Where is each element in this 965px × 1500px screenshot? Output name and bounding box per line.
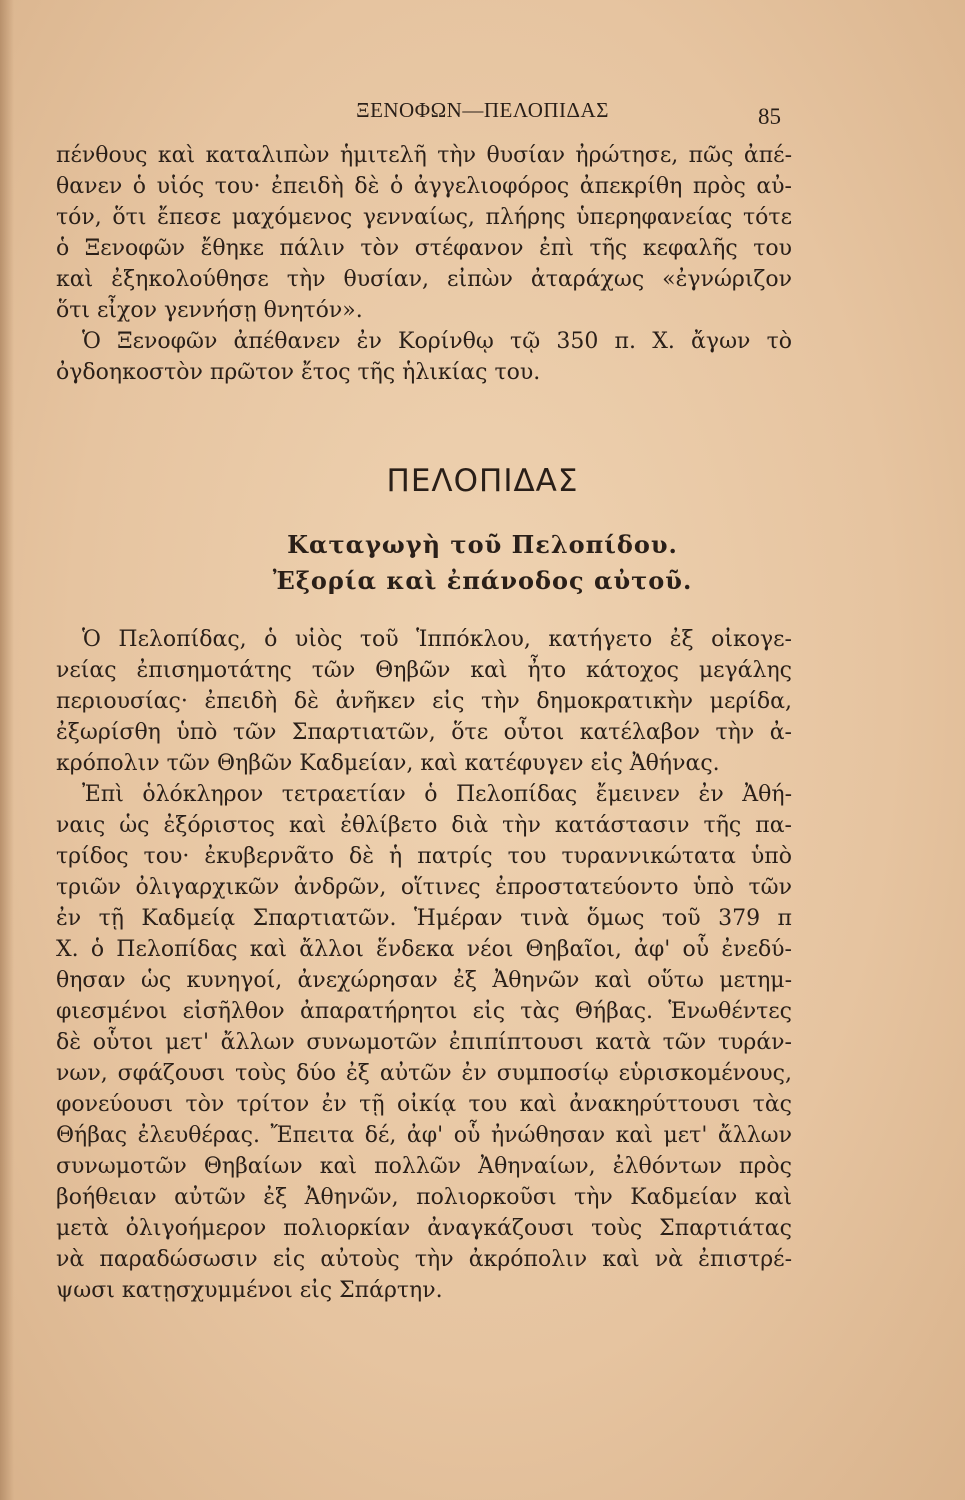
text-line: ψωσι κατῃσχυμμένοι εἰς Σπάρτην. (56, 1278, 443, 1303)
text-line: μετὰ ὀλιγοήμερον πολιορκίαν ἀναγκάζουσι τοὺς Σπαρτιάτας (56, 1216, 792, 1241)
text-line: κρόπολιν τῶν Θηβῶν Καδμείαν, καὶ κατέφυγεν εἰς Ἀθήνας. (56, 751, 720, 776)
text-line: νείας ἐπισημοτάτης τῶν Θηβῶν καὶ ἦτο κάτοχος μεγάλης (56, 658, 792, 683)
text-line: ὀγδοηκοστὸν πρῶτον ἔτος τῆς ἡλικίας του. (56, 360, 541, 385)
text-line: ὁ Ξενοφῶν ἔθηκε πάλιν τὸν στέφανον ἐπὶ τῆς κεφαλῆς του (56, 236, 792, 261)
text-line: καὶ ἐξηκολούθησε τὴν θυσίαν, εἰπὼν ἀταράχως «ἐγνώριζον (56, 267, 792, 292)
text-line: τριῶν ὀλιγαρχικῶν ἀνδρῶν, οἵτινες ἐπροστατεύοντο ὑπὸ τῶν (56, 875, 792, 900)
text-line: φιεσμένοι εἰσῆλθον ἀπαρατήρητοι εἰς τὰς Θήβας. Ἑνωθέντες (56, 999, 792, 1024)
top-paragraph (56, 140, 792, 326)
text-line: ἐν τῇ Καδμείᾳ Σπαρτιατῶν. Ἡμέραν τινὰ ὅμως τοῦ 379 π (56, 906, 792, 931)
section-title: ΠΕΛΟΠΙΔΑΣ (386, 463, 579, 499)
text-line: δὲ οὗτοι μετ' ἄλλων συνωμοτῶν ἐπιπίπτουσι κατὰ τῶν τυράν- (56, 1030, 792, 1055)
text-line: πένθους καὶ καταλιπὼν ἡμιτελῆ τὴν θυσίαν ἠρώτησε, πῶς ἀπέ- (56, 143, 792, 168)
text-line: Ὁ Πελοπίδας, ὁ υἱὸς τοῦ Ἱππόκλου, κατήγετο ἐξ οἰκογε- (82, 627, 792, 652)
page-gutter-shadow (0, 0, 14, 1500)
text-line: φονεύουσι τὸν τρίτον ἐν τῇ οἰκίᾳ του καὶ ἀνακηρύττουσι τὰς (56, 1092, 792, 1117)
text-line: βοήθειαν αὐτῶν ἐξ Ἀθηνῶν, πολιορκοῦσι τὴν Καδμείαν καὶ (56, 1185, 792, 1210)
text-line: τρίδος του· ἐκυβερνᾶτο δὲ ἡ πατρίς του τυραννικώτατα ὑπὸ (56, 844, 792, 869)
text-line: συνωμοτῶν Θηβαίων καὶ πολλῶν Ἀθηναίων, ἐλθόντων πρὸς (56, 1154, 792, 1179)
text-line: τόν, ὅτι ἔπεσε μαχόμενος γενναίως, πλήρης ὑπερηφανείας τότε (56, 205, 792, 230)
subheading-exile: Ἐξορία καὶ ἐπάνοδος αὐτοῦ. (272, 566, 693, 595)
text-line: ὅτι εἶχον γεννήσῃ θνητόν». (56, 298, 363, 323)
text-line: περιουσίας· ἐπειδὴ δὲ ἀνῆκεν εἰς τὴν δημοκρατικὴν μερίδα, (56, 689, 792, 714)
text-line: Θήβας ἐλευθέρας. Ἔπειτα δέ, ἀφ' οὗ ἠνώθησαν καὶ μετ' ἄλλων (56, 1123, 792, 1148)
text-line: ναις ὡς ἐξόριστος καὶ ἐθλίβετο διὰ τὴν κατάστασιν τῆς πα- (56, 813, 792, 838)
subheading-origin: Καταγωγὴ τοῦ Πελοπίδου. (287, 530, 678, 559)
running-head: ΞΕΝΟΦΩΝ—ΠΕΛΟΠΙΔΑΣ (356, 98, 609, 122)
body-paragraph-1 (56, 624, 792, 779)
text-line: νων, σφάζουσι τοὺς δύο ἐξ αὐτῶν ἐν συμποσίῳ εὑρισκομένους, (56, 1061, 792, 1086)
text-line: θησαν ὡς κυνηγοί, ἀνεχώρησαν ἐξ Ἀθηνῶν καὶ οὕτω μετημ- (56, 968, 792, 993)
text-line: θανεν ὁ υἱός του· ἐπειδὴ δὲ ὁ ἀγγελιοφόρος ἀπεκρίθη πρὸς αὐ- (56, 174, 792, 199)
text-line: νὰ παραδώσωσιν εἰς αὐτοὺς τὴν ἀκρόπολιν καὶ νὰ ἐπιστρέ- (56, 1247, 792, 1272)
text-line: Χ. ὁ Πελοπίδας καὶ ἄλλοι ἕνδεκα νέοι Θηβαῖοι, ἀφ' οὗ ἐνεδύ- (56, 937, 792, 962)
text-line: ἐξωρίσθη ὑπὸ τῶν Σπαρτιατῶν, ὅτε οὗτοι κατέλαβον τὴν ἀ- (56, 720, 792, 745)
text-line: Ὁ Ξενοφῶν ἀπέθανεν ἐν Κορίνθῳ τῷ 350 π. Χ. ἄγων τὸ (82, 329, 792, 354)
page-number: 85 (758, 104, 781, 129)
text-line: Ἐπὶ ὁλόκληρον τετραετίαν ὁ Πελοπίδας ἔμεινεν ἐν Ἀθή- (82, 782, 792, 807)
death-paragraph (56, 326, 792, 388)
body-paragraph-2 (56, 779, 792, 1306)
